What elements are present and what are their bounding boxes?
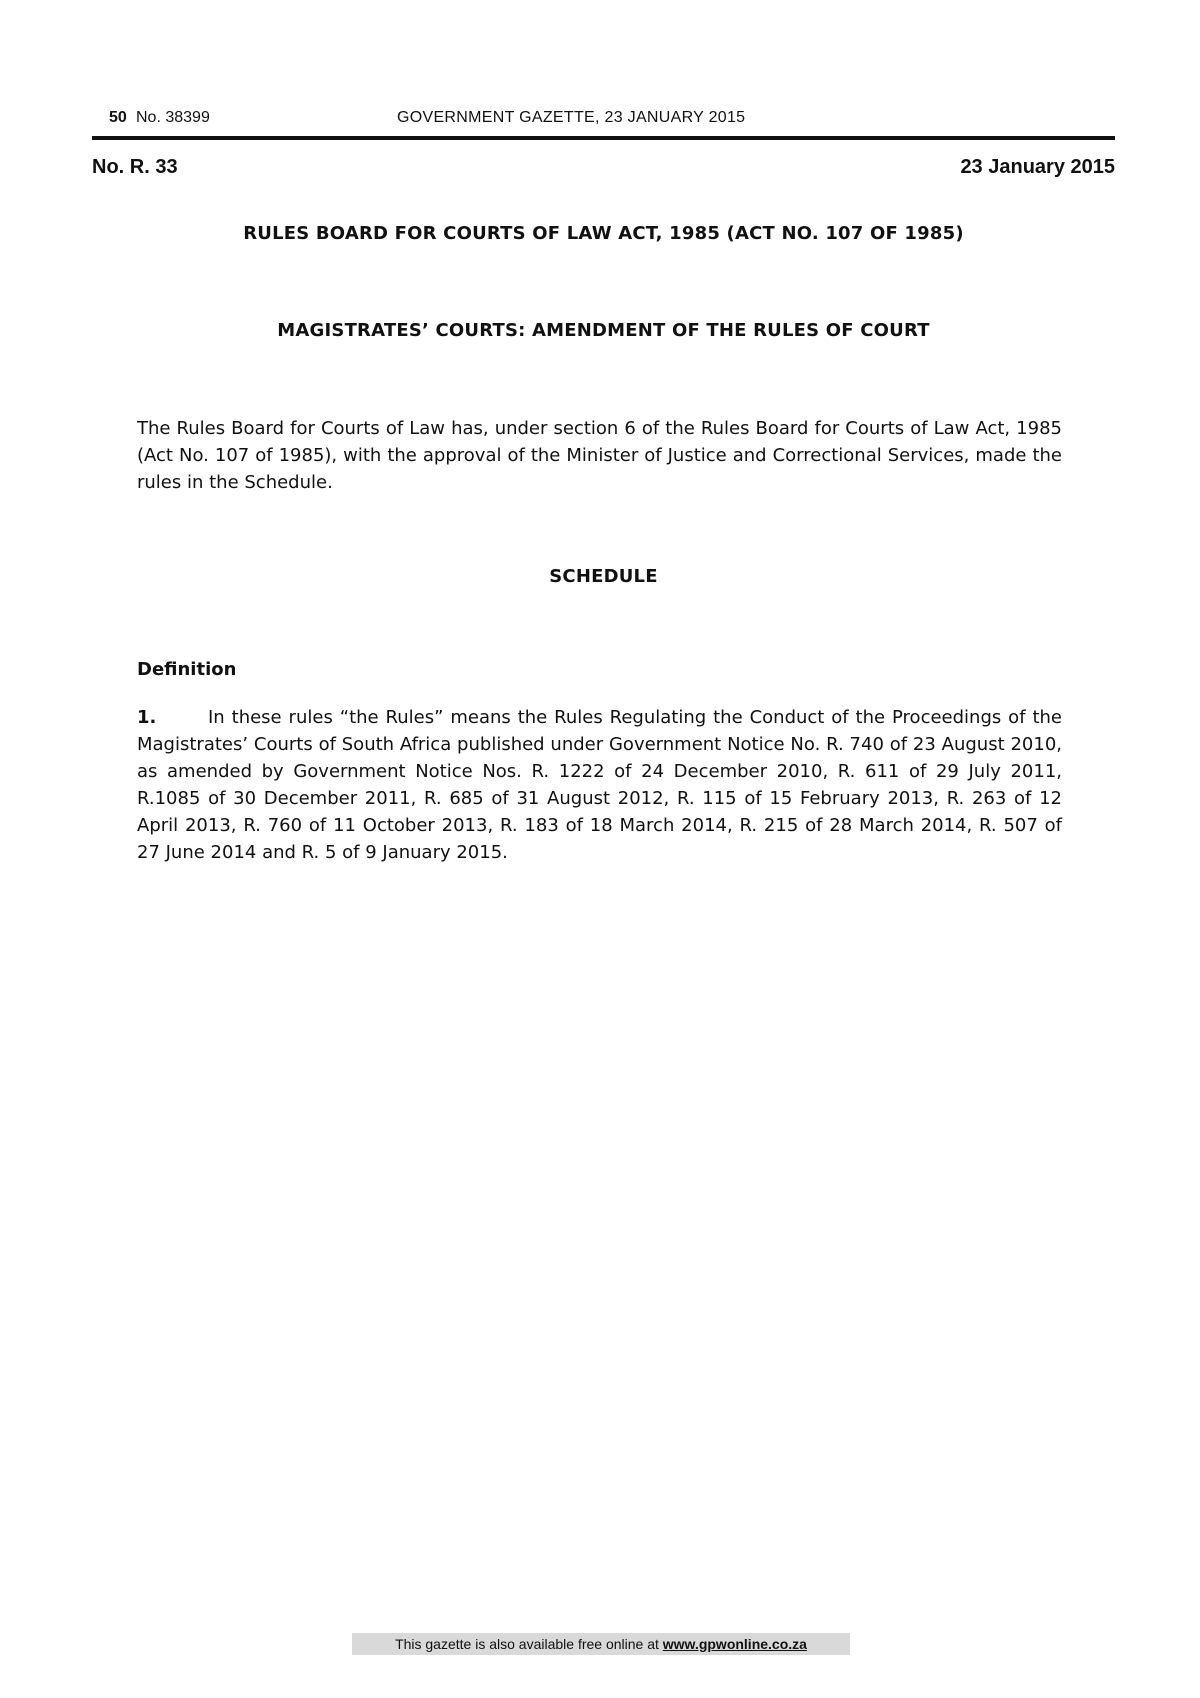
header-divider — [92, 136, 1115, 140]
notice-row — [92, 156, 1115, 182]
notice-date: 23 January 2015 — [960, 156, 1115, 178]
rule-text: In these rules “the Rules” means the Rules Regulating the Conduct of the Proceedings of the Magistrates’ Courts of South Africa published under Government Notice No. R. 740 of 23 August 2010, as amended by Government Notice Nos. R. 1222 of 24 December 2010, R. 611 of 29 July 2011, R.1085 of 30 December 2011, R. 685 of 31 August 2012, R. 115 of 15 February 2013, R. 263 of 12 April 2013, R. 760 of 11 October 2013, R. 183 of 18 March 2014, R. 215 of 28 March 2014, R. 507 of 27 June 2014 and R. 5 of 9 January 2015. — [137, 707, 1062, 863]
rule-1-paragraph — [137, 704, 1062, 866]
page-header — [109, 109, 1115, 135]
rule-number: 1. — [137, 707, 157, 728]
schedule-title: SCHEDULE — [549, 566, 658, 587]
intro-paragraph: The Rules Board for Courts of Law has, under section 6 of the Rules Board for Courts of Law Act, 1985 (Act No. 107 of 1985), with the approval of the Minister of Justice and Correctional Services, made the rules in the Schedule. — [137, 418, 1062, 493]
footer-notice — [352, 1633, 850, 1655]
issue-number: No. 38399 — [136, 109, 210, 126]
notice-number: No. R. 33 — [92, 156, 178, 178]
act-title: RULES BOARD FOR COURTS OF LAW ACT, 1985 (ACT NO. 107 OF 1985) — [243, 223, 964, 244]
definition-heading: Definition — [137, 659, 237, 680]
gazette-title: GOVERNMENT GAZETTE, 23 JANUARY 2015 — [397, 109, 746, 126]
amendment-title: MAGISTRATES’ COURTS: AMENDMENT OF THE RULES OF COURT — [277, 320, 930, 341]
footer-link[interactable]: www.gpwonline.co.za — [662, 1636, 807, 1652]
footer-text: This gazette is also available free online at — [395, 1636, 663, 1652]
page-number: 50 — [109, 109, 127, 126]
